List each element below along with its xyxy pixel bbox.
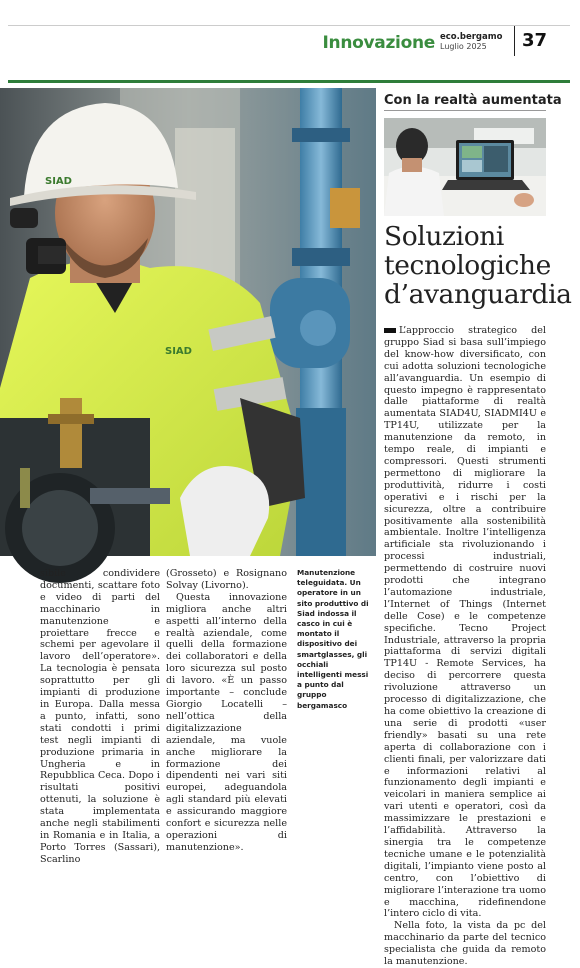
sidebar-title: Con la realtà aumentata bbox=[384, 93, 562, 108]
sidebar-body bbox=[384, 325, 546, 968]
vest-logo: SIAD bbox=[165, 346, 192, 357]
operator-with-smartglasses-image bbox=[0, 88, 376, 556]
column-paragraph: (Grosseto) e Rosignano Solvay (Livorno). bbox=[166, 568, 287, 591]
lead-marker bbox=[384, 328, 396, 333]
caption-text: Un operatore in un sito produttivo di Siad indossa il casco in cui è montato il dispositivo dei smartglasses, gli occhiali intelligenti messi a punto dal gruppo bergamasco bbox=[297, 578, 369, 710]
photo-caption bbox=[297, 568, 369, 711]
page-number: 37 bbox=[514, 26, 554, 56]
top-rule bbox=[8, 25, 570, 26]
column-paragraph: Questa innovazione migliora anche altri aspetti all’interno della realtà aziendale, come quelli della formazione dei collaboratori e della loro sicurezza sul posto di lavoro. «È un passo importante – conclude Giorgio Locatelli – nell’ottica della digitalizzazione aziendale, ma vuole anche migliorare la formazione dei dipendenti nei vari siti europei, adeguandola agli standard più elevati e assicurando maggiore confort e sicurezza nelle operazioni di manutenzione». bbox=[166, 591, 287, 853]
article-column-2 bbox=[166, 568, 287, 854]
article-column-1 bbox=[40, 568, 160, 866]
header-rule bbox=[8, 80, 570, 83]
caption-title: Manutenzione teleguidata. bbox=[297, 568, 356, 588]
sidebar-photo bbox=[384, 118, 546, 216]
technician-at-laptop-image bbox=[384, 118, 546, 216]
section-title: Innovazione bbox=[322, 33, 435, 53]
article-headline: Soluzioni tecnologiche d’avanguardia bbox=[384, 221, 572, 310]
sidebar-paragraph: Nella foto, la vista da pc del macchinario da parte del tecnico specialista che guida da remoto la manutenzione. bbox=[384, 920, 546, 968]
publication-name: eco.bergamo bbox=[440, 32, 503, 42]
sidebar-rule bbox=[384, 110, 546, 111]
helmet-logo: SIAD bbox=[45, 176, 72, 187]
column-paragraph: sibile condividere documenti, scattare foto e video di parti del macchinario in manutenzione e proiettare frecce e schemi per agevolare il lavoro dell’operatore». La tecnologia è pensata soprattutto per gli impianti di produzione in Europa. Dalla messa a punto, infatti, sono stati condotti i primi test negli impianti di produzione primaria in Ungheria e in Repubblica Ceca. Dopo i risultati positivi ottenuti, la soluzione è stata implementata anche negli stabilimenti in Romania e in Italia, a Porto Torres (Sassari), Scarlino bbox=[40, 568, 160, 865]
sidebar-paragraph: L’approccio strategico del gruppo Siad si basa sull’impiego del know-how diversificato, con cui adotta soluzioni tecnologiche all’avanguardia. Un esempio di questo impegno è rappresentato dalle piattaforme di realtà aumentata SIAD4U, SIADMI4U e TP14U, utilizzate per la manutenzione da remoto, in tempo reale, di impianti e compressori. Questi strumenti permettono di migliorare la produttività, ridurre i costi operativi e i rischi per la sicurezza, oltre a contribuire positivamente alla sostenibilità ambientale. Inoltre l’intelligenza artificiale sta rivoluzionando i processi industriali, permettendo di costruire nuovi prodotti che integrano l’automazione industriale, l’Internet of Things (Internet delle Cose) e le competenze specifiche. Tecno Project Industriale, attraverso la propria piattaforma di servizi digitali TP14U - Remote Services, ha deciso di percorrere questa rivoluzione attraverso un processo di digitalizzazione, che ha come obiettivo la creazione di una serie di prodotti «user friendly» basati su una rete aperta di collaborazione con i clienti finali, per valorizzare dati e informazioni relativi al funzionamento degli impianti e veicolari in maniera semplice ai vari utenti e operatori, così da massimizzare le prestazioni e l’affidabilità. Attraverso la sinergia tra le competenze tecniche umane e le potenzialità digitali, l’impianto viene posto al centro, con l’obiettivo di migliorare l’interazione tra uomo e macchina, ridefinendone l’intero ciclo di vita. bbox=[384, 325, 546, 920]
publication-info bbox=[440, 32, 502, 52]
main-photo bbox=[0, 88, 376, 556]
issue-date: Luglio 2025 bbox=[440, 42, 487, 51]
